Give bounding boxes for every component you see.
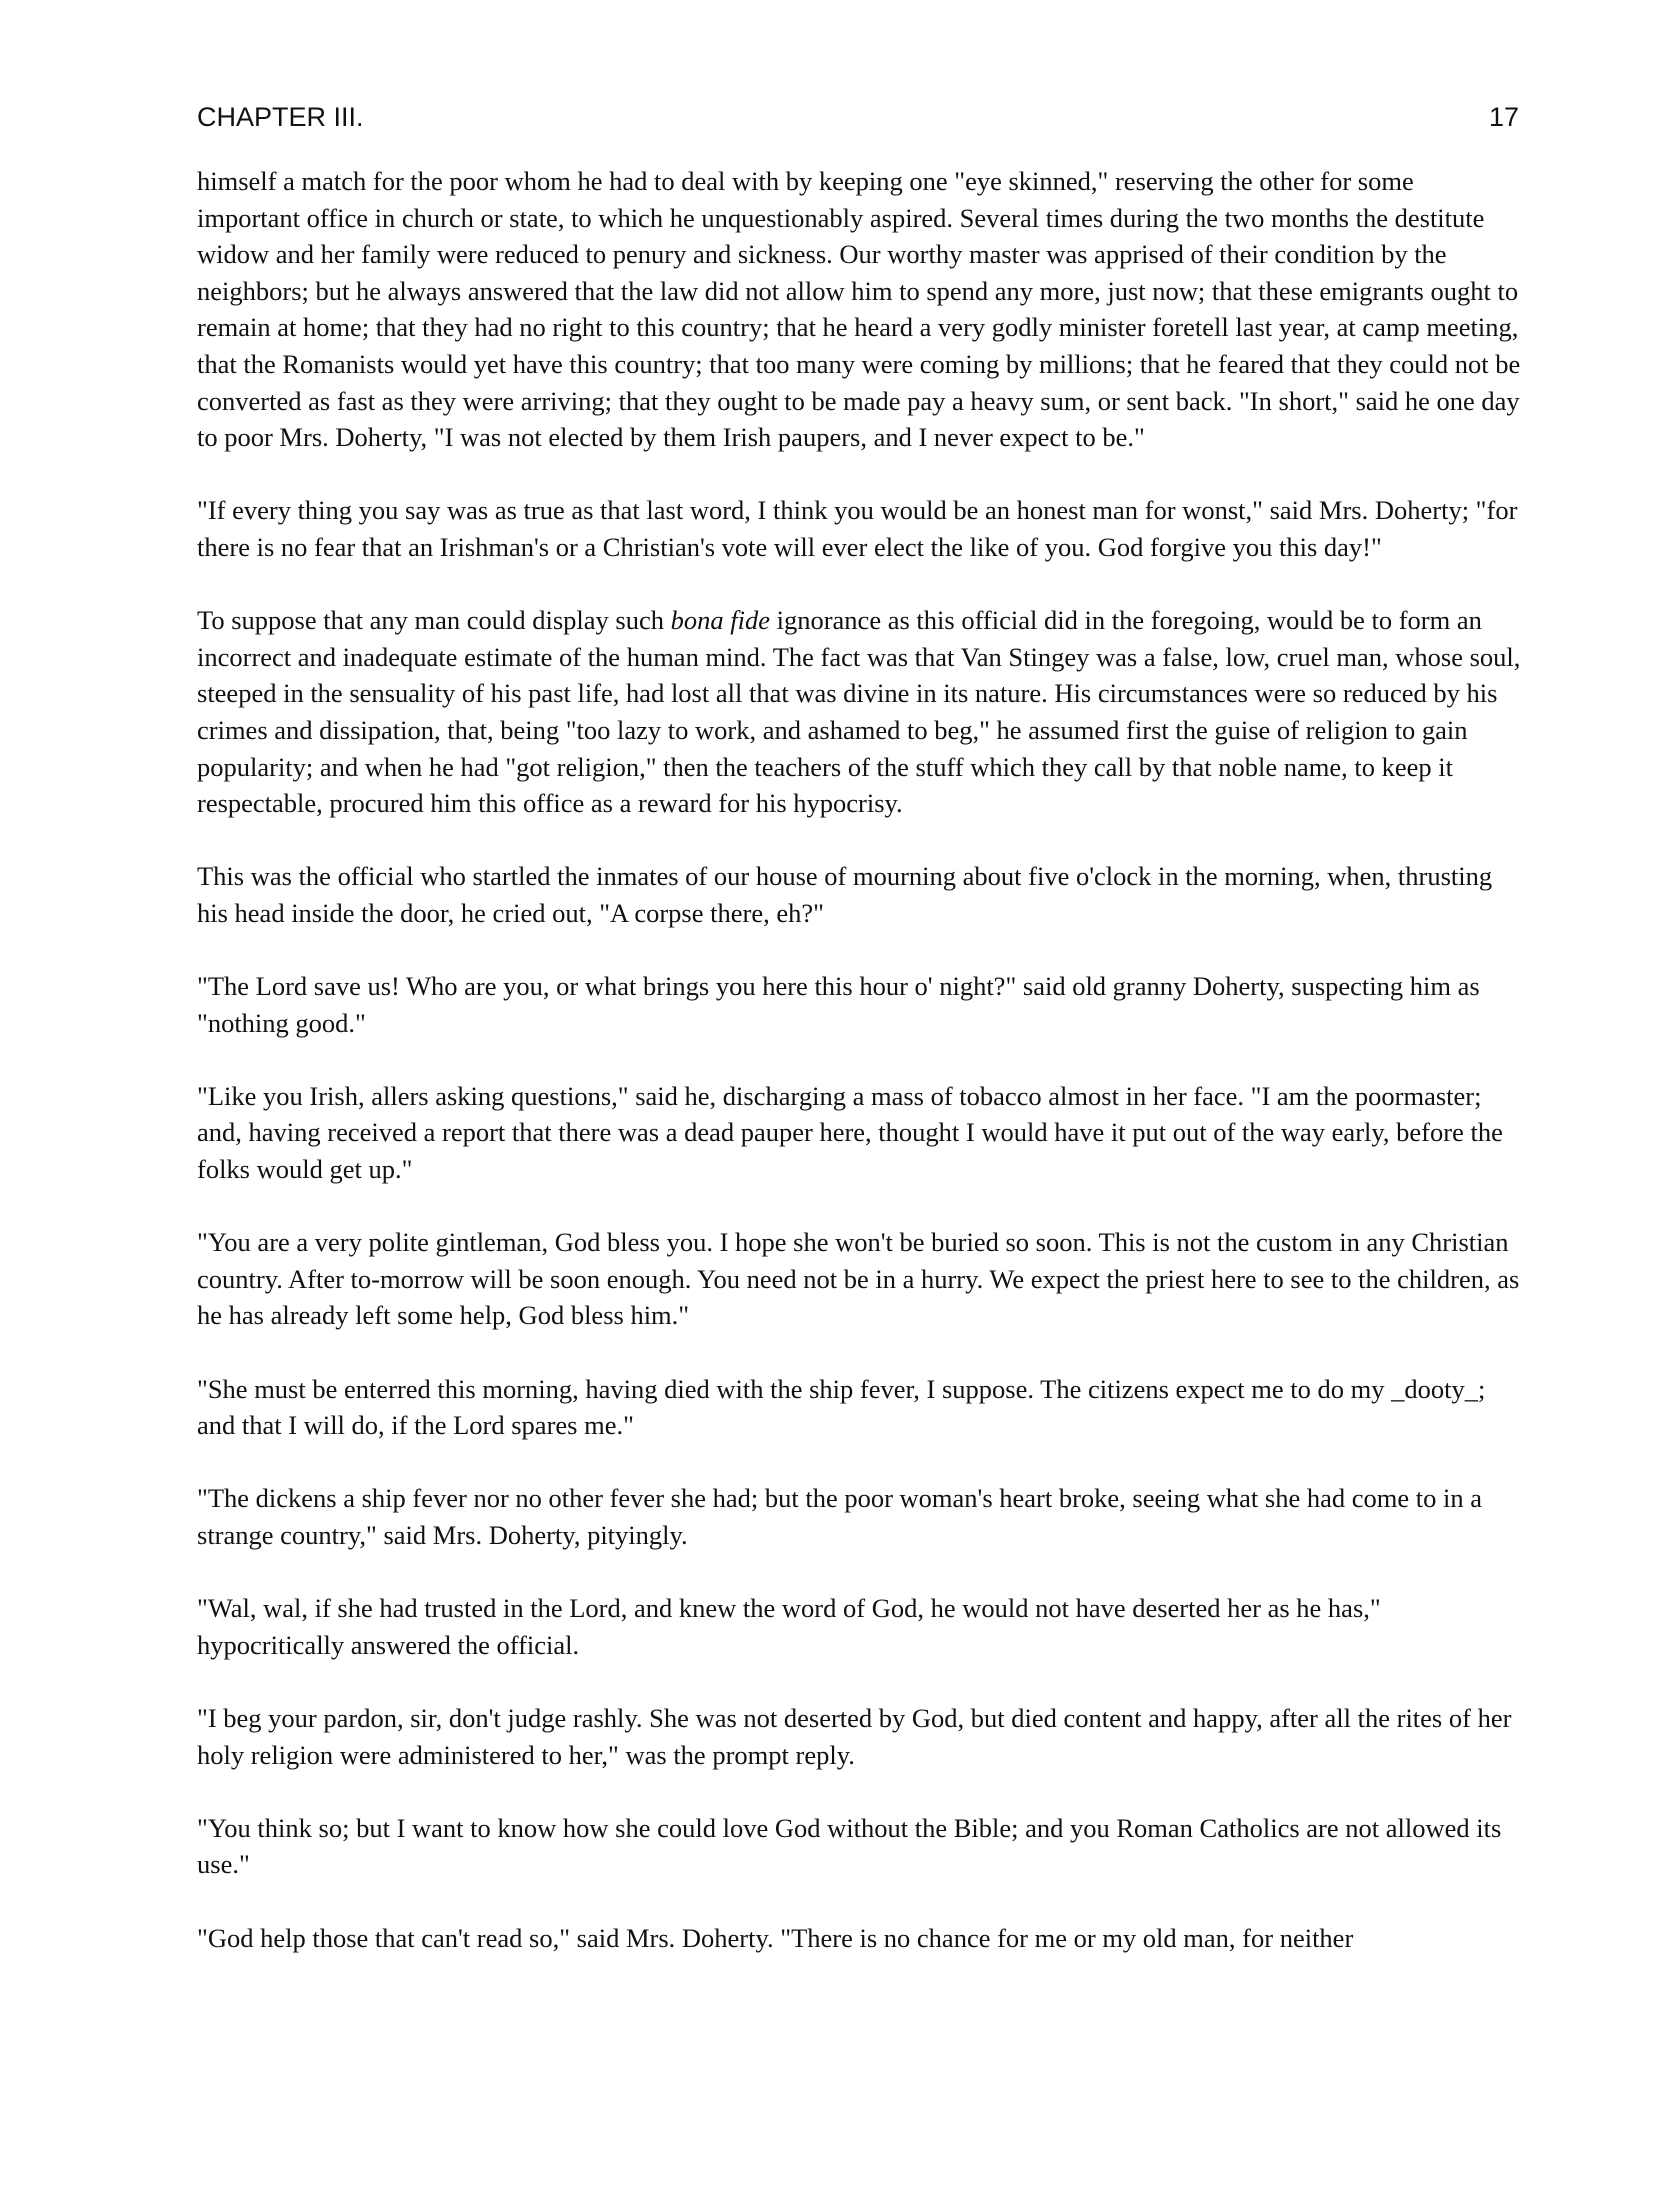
paragraph: "Wal, wal, if she had trusted in the Lord, and knew the word of God, he would not have deserted her as he has," hypocritically answered the official. (197, 1593, 1381, 1660)
chapter-heading: CHAPTER III. (197, 102, 364, 132)
paragraph: "I beg your pardon, sir, don't judge rashly. She was not deserted by God, but died content and happy, after all the rites of her holy religion were administered to her," was the prompt reply. (197, 1702, 1512, 1770)
paragraph: "You are a very polite gintleman, God bless you. I hope she won't be buried so soon. This is not the custom in any Christian country. After to-morrow will be soon enough. You need not be in a hurry. We expect the priest here to see to the children, as he has already left some help, God bless him." (197, 1227, 1520, 1331)
paragraph: "You think so; but I want to know how she could love God without the Bible; and you Roman Catholics are not allowed its use." (197, 1812, 1502, 1880)
paragraph: "Like you Irish, allers asking questions," said he, discharging a mass of tobacco almost in her face. "I am the poormaster; and, having received a report that there was a dead pauper here, thought I would have it put out of the way early, before the folks would get up." (197, 1080, 1503, 1185)
body-text (197, 163, 1522, 1993)
paragraph-text: To suppose that any man could display such (197, 605, 671, 636)
running-header (197, 102, 1519, 142)
paragraph (197, 602, 1522, 822)
paragraph: "The dickens a ship fever nor no other fever she had; but the poor woman's heart broke, seeing what she had come to in a strange country," said Mrs. Doherty, pityingly. (197, 1483, 1482, 1550)
paragraph: "The Lord save us! Who are you, or what brings you here this hour o' night?" said old granny Doherty, suspecting him as "nothing good." (197, 971, 1480, 1038)
paragraph: This was the official who startled the inmates of our house of mourning about five o'clock in the morning, when, thrusting his head inside the door, he cried out, "A corpse there, eh?" (197, 861, 1493, 928)
paragraph: "God help those that can't read so," said Mrs. Doherty. "There is no chance for me or my old man, for neither (197, 1922, 1354, 1953)
paragraph: "She must be enterred this morning, having died with the ship fever, I suppose. The citizens expect me to do my _dooty_; and that I will do, if the Lord spares me." (197, 1373, 1486, 1441)
paragraph-text: ignorance as this official did in the foregoing, would be to form an incorrect and inadequate estimate of the human mind. The fact was that Van Stingey was a false, low, cruel man, whose soul, steeped in the sensuality of his past life, had lost all that was divine in its nature. His circumstances were so reduced by his crimes and dissipation, that, being "too lazy to work, and ashamed to beg," he assumed first the guise of religion to gain popularity; and when he had "got religion," then the teachers of the stuff which they call by that noble name, to keep it respectable, procured him this office as a reward for his hypocrisy. (197, 605, 1521, 819)
italic-phrase: bona fide (670, 605, 770, 636)
paragraph: himself a match for the poor whom he had to deal with by keeping one "eye skinned," reserving the other for some important office in church or state, to which he unquestionably aspired. Several times during the two months the destitute widow and her family were reduced to penury and sickness. Our worthy master was apprised of their condition by the neighbors; but he always answered that the law did not allow him to spend any more, just now; that these emigrants ought to remain at home; that they had no right to this country; that he heard a very godly minister foretell last year, at camp meeting, that the Romanists would yet have this country; that too many were coming by millions; that he feared that they could not be converted as fast as they were arriving; that they ought to be made pay a heavy sum, or sent back. "In short," said he one day to poor Mrs. Doherty, "I was not elected by them Irish paupers, and I never expect to be." (197, 166, 1521, 453)
page-number: 17 (1488, 102, 1519, 132)
paragraph: "If every thing you say was as true as that last word, I think you would be an honest man for wonst," said Mrs. Doherty; "for there is no fear that an Irishman's or a Christian's vote will ever elect the like of you. God forgive you this day!" (197, 495, 1518, 562)
